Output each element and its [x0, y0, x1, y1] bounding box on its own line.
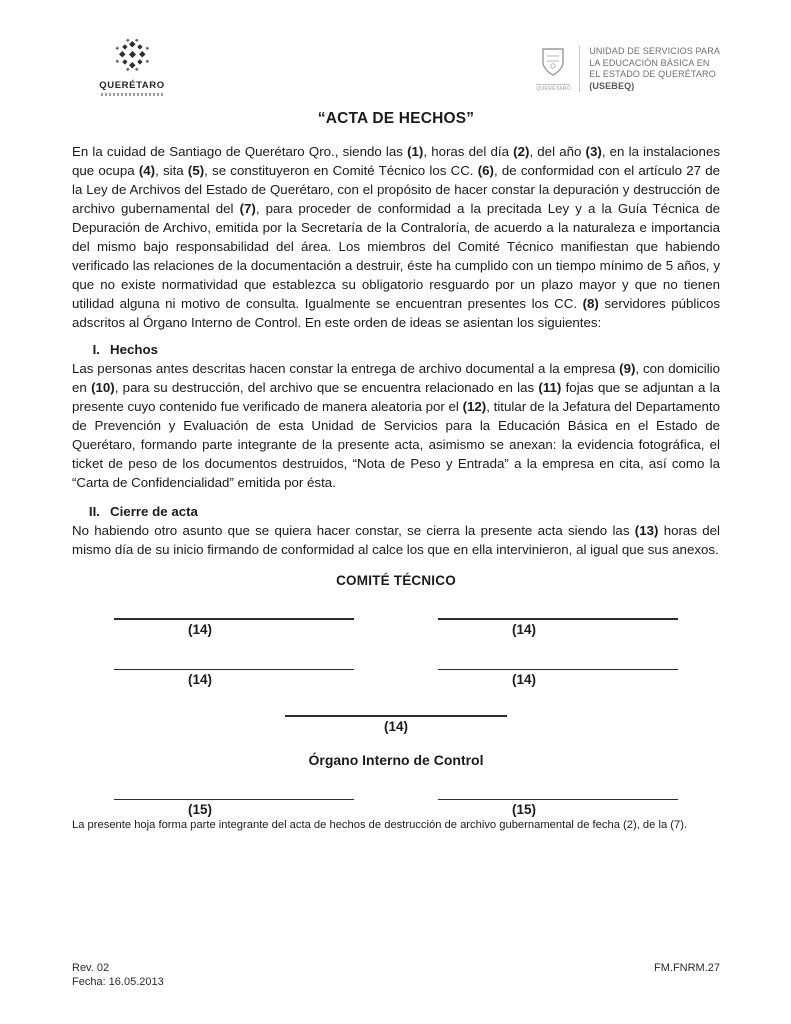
section-title: Cierre de acta	[110, 504, 198, 519]
footer-revision-block	[72, 961, 164, 989]
signature-label: (14)	[383, 718, 408, 734]
signature-label: (14)	[511, 621, 536, 637]
queretaro-crest-icon	[540, 64, 566, 81]
section-hechos-body: Las personas antes descritas hacen constar la entrega de archivo documental a la empresa (9), con domicilio en (10), para su destrucción, del archivo que se encuentra relacionado en las (11) fojas que se adjuntan a la presente cuyo contenido fue verificado de manera aleatoria por el (12), titular de la Jefatura del Departamento de Prevención y Evaluación de esta Unidad de Servicios para la Educación Básica en el Estado de Querétaro, formando parte integrante de la presente acta, asimismo se anexan: la evidencia fotográfica, el ticket de peso de los documentos destruidos, “Nota de Peso y Entrada” a la empresa en cita, así como la “Carta de Confidencialidad” emitida por ésta.	[72, 361, 720, 490]
section-number: II.	[88, 504, 100, 519]
section-hechos-heading	[72, 340, 720, 359]
signature-label: (15)	[511, 802, 536, 817]
footer-rev: Rev. 02	[72, 962, 110, 974]
signature-line	[114, 799, 354, 801]
signature-line	[114, 669, 354, 671]
intro-paragraph: En la cuidad de Santiago de Querétaro Qro., siendo las (1), horas del día (2), del año (3), en la instalaciones que ocupa (4), sita (5), se constituyeron en Comité Técnico los CC. (6), de conformidad con el artículo 27 de la Ley de Archivos del Estado de Querétaro, con el propósito de hacer constar la depuración y destrucción de archivo gubernamental del (7), para proceder de conformidad a la precitada Ley y a la Guía Técnica de Depuración de Archivo, emitida por la Secretaría de la Contraloría, de acuerdo a la naturaleza e importancia del mismo bajo responsabilidad del área. Los miembros del Comité Técnico manifiestan que habiendo verificado las relaciones de la documentación a destruir, éste ha cumplido con un tiempo mínimo de 5 años, y que no existe normatividad que establezca su obligatorio resguardo por un plazo mayor y que no tienen utilidad alguna ni motivo de consulta. Igualmente se encuentran presentes los CC. (8) servidores públicos adscritos al Órgano Interno de Control. En este orden de ideas se asientan los siguientes:	[72, 144, 720, 330]
footnote: La presente hoja forma parte integrante del acta de hechos de destrucción de archivo gubernamental de fecha (2), de la (7).	[72, 819, 688, 831]
org-name-block	[589, 46, 720, 92]
section-title: Hechos	[110, 342, 159, 357]
oic-signature-row	[72, 799, 720, 818]
document-header	[72, 38, 720, 102]
signature-slot-center	[72, 715, 720, 734]
footer-form-code: FM.FNRM.27	[654, 962, 720, 974]
signature-line	[438, 618, 678, 620]
signature-label: (14)	[511, 672, 536, 687]
committee-title: COMITÉ TÉCNICO	[336, 573, 456, 588]
org-name-line: UNIDAD DE SERVICIOS PARA	[589, 46, 720, 56]
document-footer	[72, 961, 720, 989]
queretaro-logo	[84, 38, 180, 96]
signature-label: (14)	[187, 672, 212, 687]
org-acronym: (USEBEQ)	[589, 80, 635, 91]
signature-row	[72, 618, 720, 637]
signature-slot	[72, 669, 396, 688]
signature-slot	[396, 799, 720, 818]
crest-block	[536, 47, 570, 92]
signature-slot	[72, 618, 396, 637]
queretaro-logo-tagline	[101, 93, 163, 96]
crest-caption: QUERÉTARO	[536, 85, 572, 92]
org-name-line: EL ESTADO DE QUERÉTARO	[589, 69, 716, 79]
signature-line	[285, 715, 507, 717]
usebeq-logo	[536, 46, 720, 92]
signature-slot	[396, 618, 720, 637]
footer-date: Fecha: 16.05.2013	[72, 976, 164, 988]
signature-slot	[396, 669, 720, 688]
header-divider	[579, 46, 580, 92]
oic-title: Órgano Interno de Control	[308, 751, 484, 768]
signature-line	[438, 799, 678, 801]
document-title: “ACTA DE HECHOS”	[317, 110, 475, 127]
queretaro-logo-wordmark: QUERÉTARO	[99, 80, 165, 91]
signature-line	[438, 669, 678, 671]
signature-slot	[72, 799, 396, 818]
signature-line	[114, 618, 354, 620]
signature-label: (14)	[187, 621, 212, 637]
queretaro-flower-icon	[113, 61, 151, 78]
signature-row	[72, 669, 720, 688]
section-cierre-body: No habiendo otro asunto que se quiera hacer constar, se cierra la presente acta siendo las (13) horas del mismo día de su inicio firmando de conformidad al calce los que en ella intervinieron, al igual que sus anexos.	[72, 523, 720, 557]
section-cierre-heading	[72, 502, 720, 521]
section-number: I.	[92, 342, 100, 357]
org-name-line: LA EDUCACIÓN BÁSICA EN	[589, 57, 710, 68]
signature-label: (15)	[187, 802, 212, 817]
